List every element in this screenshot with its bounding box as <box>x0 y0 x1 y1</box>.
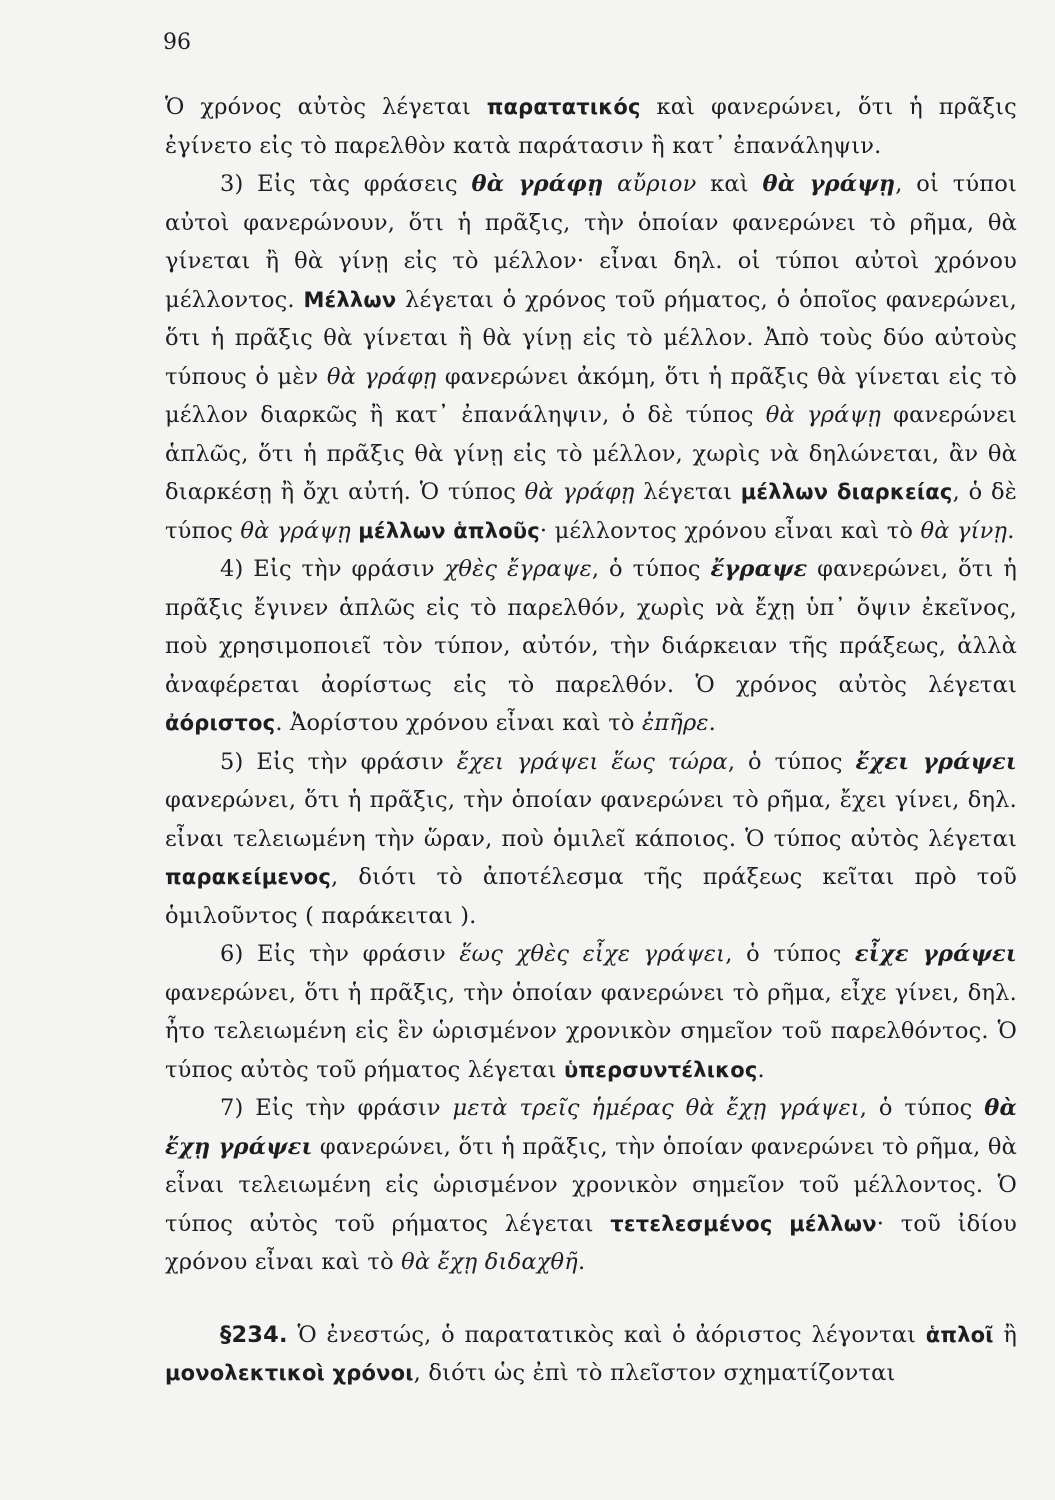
text: . <box>1007 517 1015 544</box>
paragraph-future-perfect <box>165 1089 1017 1282</box>
paragraph-aorist <box>165 550 1017 743</box>
text: 4) Εἰς τὴν φράσιν <box>220 556 445 582</box>
term-mellon: Μέλλων <box>303 287 397 312</box>
text: καὶ <box>696 171 763 197</box>
text: φανερώνει, ὅτι ἡ πρᾶξις, τὴν ὁποίαν φανερώνει τὸ ρῆμα, θὰ εἶναι τελειωμένη εἰς ὡρισμένον χρονικὸν σημεῖον τοῦ μέλλοντος. Ὁ τύπος αὐτὸς τοῦ ρήματος λέγεται <box>165 1133 1017 1237</box>
text: φανερώνει, ὅτι ἡ πρᾶξις, τὴν ὁποίαν φανερώνει τὸ ρῆμα, εἶχε γίνει, δηλ. ἦτο τελειωμένη εἰς ἓν ὡρισμένον χρονικὸν σημεῖον τοῦ παρελθόντος. Ὁ τύπος αὐτὸς τοῦ ρήματος λέγεται <box>165 979 1017 1083</box>
section-gap <box>165 1282 1017 1316</box>
example-bold: θὰ γράφῃ <box>471 171 604 197</box>
text: , ὁ δὲ τύπος <box>165 479 1017 544</box>
example-italic: μετὰ τρεῖς ἡμέρας θὰ ἔχῃ γράψει <box>452 1095 860 1121</box>
example-bold: θὰ γράψῃ <box>762 171 896 197</box>
text: . <box>708 710 717 736</box>
text: , διότι τὸ ἀποτέλεσμα τῆς πράξεως κεῖται πρὸ τοῦ ὁμιλοῦντος ( παράκειται ). <box>165 864 1017 929</box>
text: , ὁ τύπος <box>727 748 856 775</box>
text: . <box>577 1249 586 1275</box>
text: , ὁ τύπος <box>725 941 855 967</box>
text: . Ἀορίστου χρόνου εἶναι καὶ τὸ <box>275 710 643 736</box>
text: Ὁ ἐνεστώς, ὁ παρατατικὸς καὶ ὁ ἀόριστος λέγονται <box>287 1321 926 1348</box>
text: Ὁ χρόνος αὐτὸς λέγεται <box>165 94 487 120</box>
example-italic: θὰ γράφῃ <box>326 363 437 390</box>
example-italic: ἔχει γράψει ἕως τώρα <box>456 748 728 775</box>
example-italic: θὰ γράφῃ <box>524 479 635 505</box>
paragraph-perfect <box>165 743 1017 936</box>
term-mellon-diarkeias: μέλλων διαρκείας <box>740 480 953 504</box>
text: , οἱ τύποι αὐτοὶ φανερώνουν, ὅτι ἡ πρᾶξις, τὴν ὁποίαν φανερώνει τὸ ρῆμα, θὰ γίνεται ἢ θὰ γίνῃ εἰς τὸ μέλλον· εἶναι δηλ. οἱ τύποι αὐτοὶ χρόνου μέλλοντος. <box>165 171 1017 313</box>
text: 5) Εἰς τὴν φράσιν <box>220 748 457 775</box>
section-number: §234. <box>220 1321 288 1348</box>
text: 6) Εἰς τὴν φράσιν <box>220 941 460 967</box>
text: ἢ <box>993 1321 1017 1348</box>
paragraph-pluperfect <box>165 935 1017 1089</box>
paragraph-future <box>165 165 1017 550</box>
text: · τοῦ ἰδίου χρόνου εἶναι καὶ τὸ <box>165 1210 1017 1275</box>
term-parakeimenos: παρακείμενος <box>165 865 332 889</box>
text: φανερώνει, ὅτι ἡ πρᾶξις, τὴν ὁποίαν φανερώνει τὸ ρῆμα, ἔχει γίνει, δηλ. εἶναι τελειωμένη τὴν ὥραν, ποὺ ὁμιλεῖ κάποιος. Ὁ τύπος αὐτὸς λέγεται <box>165 787 1017 852</box>
page-number: 96 <box>163 30 191 55</box>
text: καὶ φανερώνει, ὅτι ἡ πρᾶξις ἐγίνετο εἰς τὸ παρελθὸν κατὰ παράτασιν ἢ κατ᾿ ἐπανάληψιν. <box>165 94 1017 159</box>
term-paratatikos: παρατατικός <box>486 95 641 119</box>
example-italic: ἕως χθὲς εἶχε γράψει <box>459 941 726 967</box>
example-bold: ἔχει γράψει <box>855 748 1017 775</box>
term-monolektikoi-chronoi: μονολεκτικοὶ χρόνοι <box>165 1361 414 1385</box>
text: · μέλλοντος χρόνου εἶναι καὶ τὸ <box>539 517 921 544</box>
term-ypersyntelikos: ὑπερσυντέλικος <box>563 1057 758 1082</box>
example-bold: εἶχε γράψει <box>854 941 1017 967</box>
text: . <box>757 1056 765 1083</box>
example-italic: θὰ γίνῃ <box>920 517 1008 544</box>
example-italic: θὰ ἔχῃ διδαχθῆ <box>401 1249 578 1275</box>
example-bold: θὰ ἔχῃ γράψει <box>165 1095 1018 1160</box>
example-bold: ἔγραψε <box>710 556 808 582</box>
example-italic: θὰ γράψῃ <box>765 402 882 428</box>
paragraph-imperfect-definition <box>165 88 1017 165</box>
example-italic: ἐπῆρε <box>642 710 709 736</box>
term-aoristos: ἀόριστος <box>165 711 276 735</box>
body-text <box>165 88 1017 1393</box>
term-mellon-aplous: μέλλων ἁπλοῦς <box>358 518 540 543</box>
text: λέγεται ὁ χρόνος τοῦ ρήματος, ὁ ὁποῖος φανερώνει, ὅτι ἡ πρᾶξις θὰ γίνεται ἢ θὰ γίνῃ εἰς τὸ μέλλον. Ἀπὸ τοὺς δύο αὐτοὺς τύπους ὁ μὲν <box>165 286 1017 390</box>
text: 3) Εἰς τὰς φράσεις <box>220 171 472 197</box>
text: 7) Εἰς τὴν φράσιν <box>220 1095 453 1121</box>
text: , ὁ τύπος <box>591 556 711 582</box>
term-aploi: ἁπλοῖ <box>925 1322 994 1347</box>
term-tetelesmenos-mellon: τετελεσμένος μέλλων <box>610 1211 877 1236</box>
text: , ὁ τύπος <box>859 1095 985 1121</box>
text: λέγεται <box>634 479 741 505</box>
text: , διότι ὡς ἐπὶ τὸ πλεῖστον σχηματίζονται <box>413 1360 896 1386</box>
paragraph-section-234 <box>165 1316 1017 1393</box>
example-italic: θὰ γράψῃ <box>240 517 351 544</box>
text: φανερώνει, ὅτι ἡ πρᾶξις ἔγινεν ἁπλῶς εἰς τὸ παρελθόν, χωρὶς νὰ ἔχῃ ὑπ᾿ ὄψιν ἐκεῖνος, ποὺ χρησιμοποιεῖ τὸν τύπον, αὐτόν, τὴν διάρκειαν τῆς πράξεως, ἀλλὰ ἀναφέρεται ἀορίστως εἰς τὸ παρελθόν. Ὁ χρόνος αὐτὸς λέγεται <box>165 556 1018 698</box>
text: φανερώνει ἀκόμη, ὅτι ἡ πρᾶξις θὰ γίνεται εἰς τὸ μέλλον διαρκῶς ἢ κατ᾿ ἐπανάληψιν, ὁ δὲ τύπος <box>165 363 1018 428</box>
example-italic: αὔριον <box>603 171 697 197</box>
text: φανερώνει ἁπλῶς, ὅτι ἡ πρᾶξις θὰ γίνῃ εἰς τὸ μέλλον, χωρὶς νὰ δηλώνεται, ἂν θὰ διαρκέσῃ ἢ ὄχι αὐτή. Ὁ τύπος <box>165 402 1017 505</box>
example-italic: χθὲς ἔγραψε <box>444 556 592 582</box>
